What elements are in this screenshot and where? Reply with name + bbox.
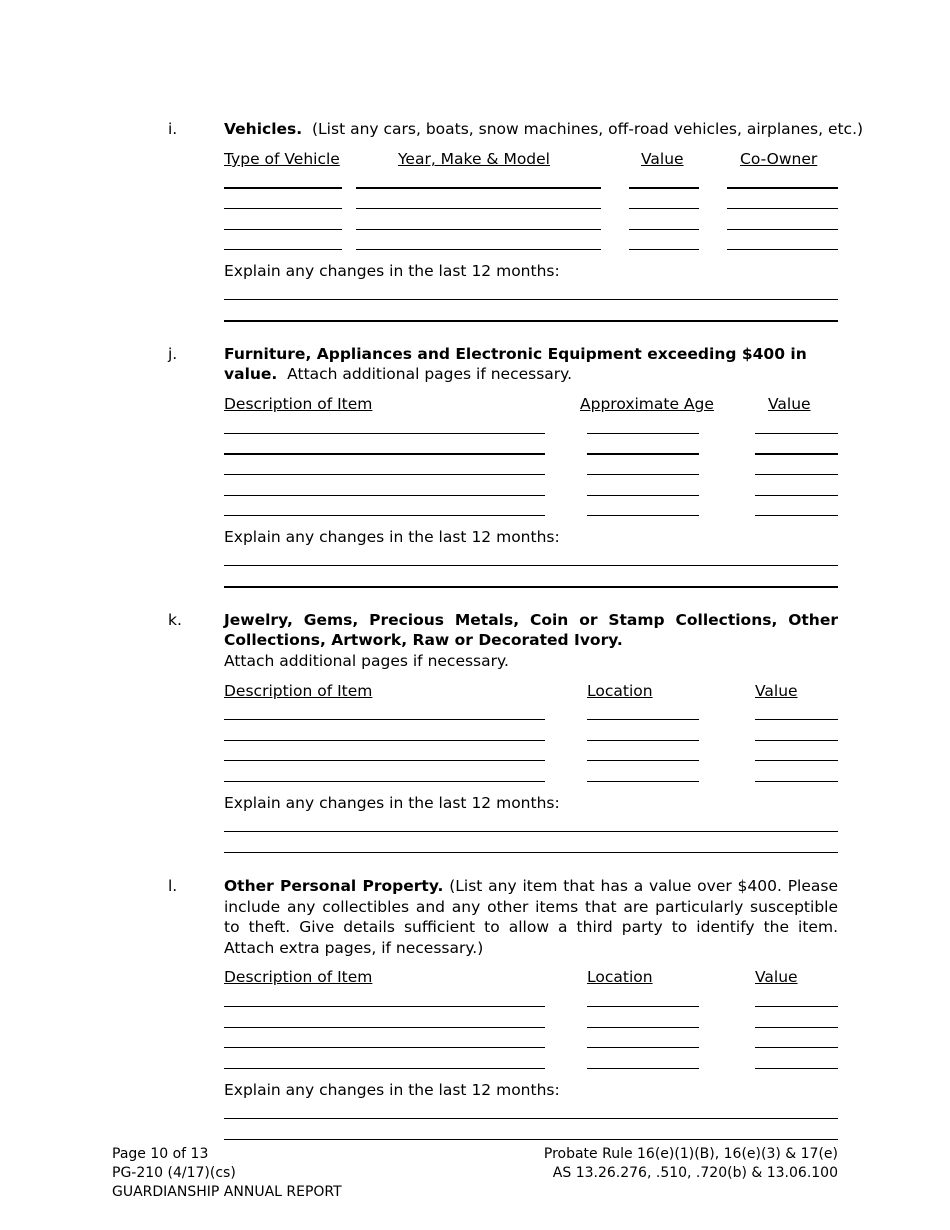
section-title: Vehicles. [224,120,303,138]
section-letter: i. [168,120,178,138]
section-note: (List any cars, boats, snow machines, off-road vehicles, airplanes, etc.) [312,120,864,138]
type-field-line[interactable] [224,187,342,189]
column-header: Value [641,150,684,168]
description-field-line[interactable] [224,515,545,516]
explain-field-line[interactable] [224,831,838,832]
column-header: Description of Item [224,395,373,413]
explain-label: Explain any changes in the last 12 months: [224,794,560,812]
explain-field-line[interactable] [224,586,838,588]
model-field-line[interactable] [356,187,601,189]
type-field-line[interactable] [224,249,342,250]
column-header: Co-Owner [740,150,818,168]
value-field-line[interactable] [629,187,699,189]
section-letter: l. [168,877,178,895]
explain-field-line[interactable] [224,1139,838,1140]
value-field-line[interactable] [755,1047,838,1048]
value-field-line[interactable] [755,1068,838,1069]
statute-citation: AS 13.26.276, .510, .720(b) & 13.06.100 [552,1165,838,1181]
form-number: PG-210 (4/17)(cs) [112,1165,236,1181]
value-field-line[interactable] [755,781,838,782]
column-header: Value [755,682,798,700]
section-note: Attach additional pages if necessary. [287,365,573,383]
page-number: Page 10 of 13 [112,1146,209,1162]
description-field-line[interactable] [224,760,545,761]
section-note: Attach additional pages if necessary. [224,652,509,670]
location-field-line[interactable] [587,1027,699,1028]
type-field-line[interactable] [224,229,342,230]
column-header: Description of Item [224,968,373,986]
section-letter: k. [168,611,182,629]
description-field-line[interactable] [224,453,545,455]
co-owner-field-line[interactable] [727,229,838,230]
description-field-line[interactable] [224,1006,545,1007]
section-title: Jewelry, Gems, Precious Metals, Coin or Stamp Collections, Other [224,611,838,629]
column-header: Description of Item [224,682,373,700]
value-field-line[interactable] [755,1027,838,1028]
description-field-line[interactable] [224,1068,545,1069]
model-field-line[interactable] [356,249,601,250]
location-field-line[interactable] [587,1068,699,1069]
section-note: (List any item that has a value over $400. Please include any collectibles and any other items that are particularly susceptible to theft. Give details sufficient to allow a third party to identify the item. Attach extra pages, if necessary.) [224,877,839,957]
value-field-line[interactable] [755,495,838,496]
co-owner-field-line[interactable] [727,208,838,209]
value-field-line[interactable] [755,740,838,741]
value-field-line[interactable] [629,208,699,209]
explain-field-line[interactable] [224,1118,838,1119]
rule-citation: Probate Rule 16(e)(1)(B), 16(e)(3) & 17(e) [543,1146,838,1162]
value-field-line[interactable] [629,229,699,230]
description-field-line[interactable] [224,495,545,496]
value-field-line[interactable] [755,433,838,434]
section-title: Furniture, Appliances and Electronic Equipment exceeding $400 in [224,345,807,363]
type-field-line[interactable] [224,208,342,209]
explain-field-line[interactable] [224,565,838,566]
explain-field-line[interactable] [224,852,838,853]
section-title-continued: value. [224,365,278,383]
value-field-line[interactable] [755,515,838,516]
description-field-line[interactable] [224,433,545,434]
description-field-line[interactable] [224,474,545,475]
age-field-line[interactable] [587,495,699,496]
value-field-line[interactable] [755,474,838,475]
description-field-line[interactable] [224,719,545,720]
location-field-line[interactable] [587,719,699,720]
description-field-line[interactable] [224,781,545,782]
column-header: Type of Vehicle [224,150,340,168]
explain-label: Explain any changes in the last 12 months: [224,1081,560,1099]
location-field-line[interactable] [587,740,699,741]
age-field-line[interactable] [587,515,699,516]
value-field-line[interactable] [755,453,838,455]
location-field-line[interactable] [587,1047,699,1048]
explain-label: Explain any changes in the last 12 months: [224,528,560,546]
value-field-line[interactable] [755,1006,838,1007]
description-field-line[interactable] [224,1047,545,1048]
column-header: Year, Make & Model [398,150,550,168]
section-letter: j. [168,345,178,363]
explain-field-line[interactable] [224,320,838,322]
model-field-line[interactable] [356,208,601,209]
age-field-line[interactable] [587,474,699,475]
model-field-line[interactable] [356,229,601,230]
explain-label: Explain any changes in the last 12 months: [224,262,560,280]
value-field-line[interactable] [755,760,838,761]
section-title: Other Personal Property. [224,877,444,895]
column-header: Approximate Age [580,395,714,413]
co-owner-field-line[interactable] [727,187,838,189]
section-title-continued: Collections, Artwork, Raw or Decorated Ivory. [224,631,623,649]
column-header: Value [755,968,798,986]
value-field-line[interactable] [755,719,838,720]
explain-field-line[interactable] [224,299,838,300]
age-field-line[interactable] [587,433,699,434]
location-field-line[interactable] [587,760,699,761]
location-field-line[interactable] [587,1006,699,1007]
location-field-line[interactable] [587,781,699,782]
value-field-line[interactable] [629,249,699,250]
description-field-line[interactable] [224,1027,545,1028]
column-header: Location [587,682,653,700]
column-header: Location [587,968,653,986]
form-title: GUARDIANSHIP ANNUAL REPORT [112,1184,342,1200]
column-header: Value [768,395,811,413]
description-field-line[interactable] [224,740,545,741]
age-field-line[interactable] [587,453,699,455]
co-owner-field-line[interactable] [727,249,838,250]
